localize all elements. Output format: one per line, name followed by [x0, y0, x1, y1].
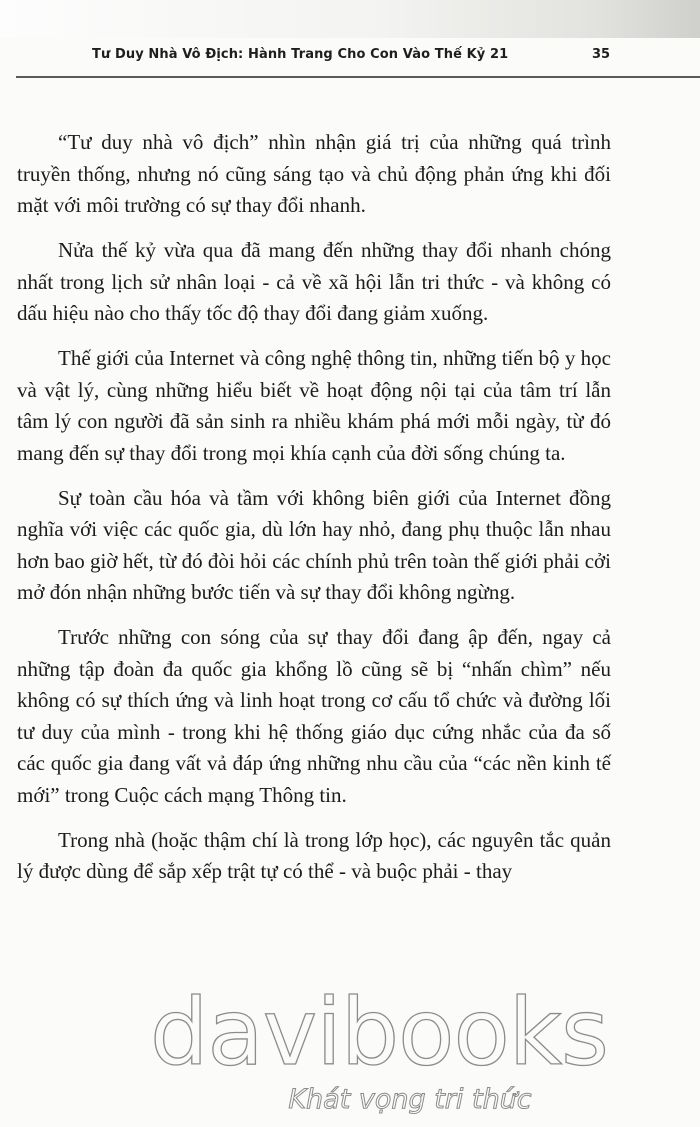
scan-top-edge — [0, 0, 700, 38]
page-number: 35 — [592, 47, 611, 62]
paragraph-4: Sự toàn cầu hóa và tầm với không biên giới của Internet đồng nghĩa với việc các quốc gia, dù lớn hay nhỏ, đang phụ thuộc lẫn nhau hơn bao giờ hết, từ đó đòi hỏi các chính phủ trên toàn thế giới phải cởi mở đón nhận những bước tiến và sự thay đổi không ngừng. — [17, 485, 611, 604]
body-text — [17, 127, 611, 901]
paragraph-5: Trước những con sóng của sự thay đổi đang ập đến, ngay cả những tập đoàn đa quốc gia khổng lồ cũng sẽ bị “nhấn chìm” nếu không có sự thích ứng và linh hoạt trong cơ cấu tổ chức và đường lối tư duy của mình - trong khi hệ thống giáo dục cứng nhắc của đa số các quốc gia đang vất vả đáp ứng những nhu cầu của “các nền kinh tế mới” trong Cuộc cách mạng Thông tin. — [17, 625, 611, 807]
watermark-logo: davibooks — [150, 979, 608, 1086]
watermark — [150, 979, 608, 1115]
running-header-title: Tư Duy Nhà Vô Địch: Hành Trang Cho Con Vào Thế Kỷ 21 — [92, 47, 509, 62]
header-divider — [16, 76, 700, 78]
paragraph-3: Thế giới của Internet và công nghệ thông tin, những tiến bộ y học và vật lý, cùng những hiểu biết về hoạt động nội tại của tâm trí lẫn tâm lý con người đã sản sinh ra nhiều khám phá mới mỗi ngày, từ đó mang đến sự thay đổi trong mọi khía cạnh của đời sống chúng ta. — [17, 346, 611, 465]
paragraph-1: “Tư duy nhà vô địch” nhìn nhận giá trị của những quá trình truyền thống, nhưng nó cũng sáng tạo và chủ động phản ứng khi đối mặt với môi trường có sự thay đổi nhanh. — [17, 130, 611, 217]
paragraph-6: Trong nhà (hoặc thậm chí là trong lớp học), các nguyên tắc quản lý được dùng để sắp xếp trật tự có thể - và buộc phải - thay — [17, 827, 611, 883]
watermark-tagline: Khát vọng tri thức — [288, 1084, 532, 1115]
paragraph-2: Nửa thế kỷ vừa qua đã mang đến những thay đổi nhanh chóng nhất trong lịch sử nhân loại - cả về xã hội lẫn tri thức - và không có dấu hiệu nào cho thấy tốc độ thay đổi đang giảm xuống. — [17, 238, 611, 325]
